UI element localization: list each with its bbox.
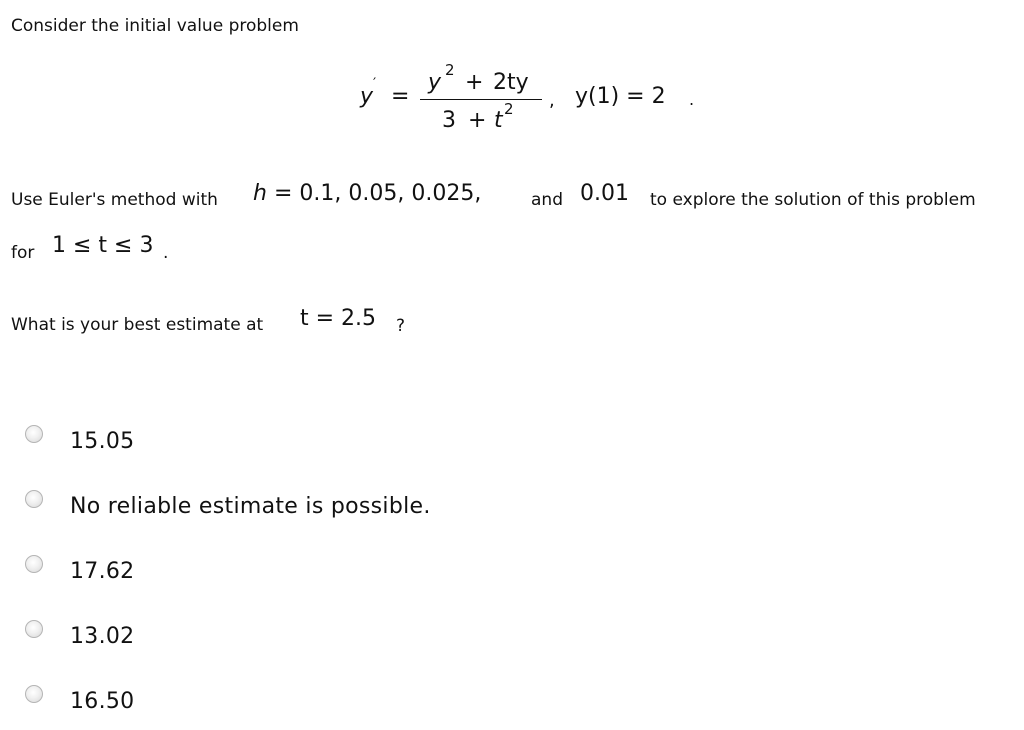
t-range: 1 ≤ t ≤ 3 (52, 233, 154, 258)
fraction-bar (420, 99, 542, 100)
numerator-2ty: 2ty (493, 70, 529, 95)
denominator-3: 3 (442, 108, 456, 133)
ode-prime: ′ (373, 76, 377, 92)
numerator-y: y (428, 70, 442, 95)
option-radio[interactable] (25, 425, 43, 443)
option-radio[interactable] (25, 555, 43, 573)
ode-lhs: y (360, 84, 374, 109)
option-label[interactable]: No reliable estimate is possible. (70, 494, 431, 519)
option-label[interactable]: 17.62 (70, 559, 135, 584)
question-expression: t = 2.5 (300, 306, 377, 331)
question-suffix: ? (396, 316, 406, 336)
denominator-t: t (494, 108, 503, 133)
denominator-exponent: 2 (504, 100, 514, 118)
intro-text: Consider the initial value problem (11, 16, 299, 36)
ode-comma: , (549, 90, 555, 111)
and-text: and (531, 190, 563, 210)
option-label[interactable]: 13.02 (70, 624, 135, 649)
h-last-value: 0.01 (580, 181, 629, 206)
denominator-plus: + (468, 108, 487, 133)
ode-period: . (689, 90, 695, 109)
method-suffix: to explore the solution of this problem (650, 190, 976, 210)
option-radio[interactable] (25, 620, 43, 638)
numerator-exponent: 2 (445, 61, 455, 79)
method-prefix: Use Euler's method with (11, 190, 218, 210)
initial-condition: y(1) = 2 (575, 84, 666, 109)
question-prefix: What is your best estimate at (11, 315, 264, 335)
ode-equals: = (391, 84, 410, 109)
option-label[interactable]: 15.05 (70, 429, 135, 454)
h-variable: h (253, 181, 267, 206)
h-values: = 0.1, 0.05, 0.025, (274, 181, 482, 206)
option-label[interactable]: 16.50 (70, 689, 135, 714)
for-text: for (11, 243, 35, 263)
numerator-plus: + (465, 70, 484, 95)
option-radio[interactable] (25, 685, 43, 703)
option-radio[interactable] (25, 490, 43, 508)
range-period: . (163, 243, 169, 263)
